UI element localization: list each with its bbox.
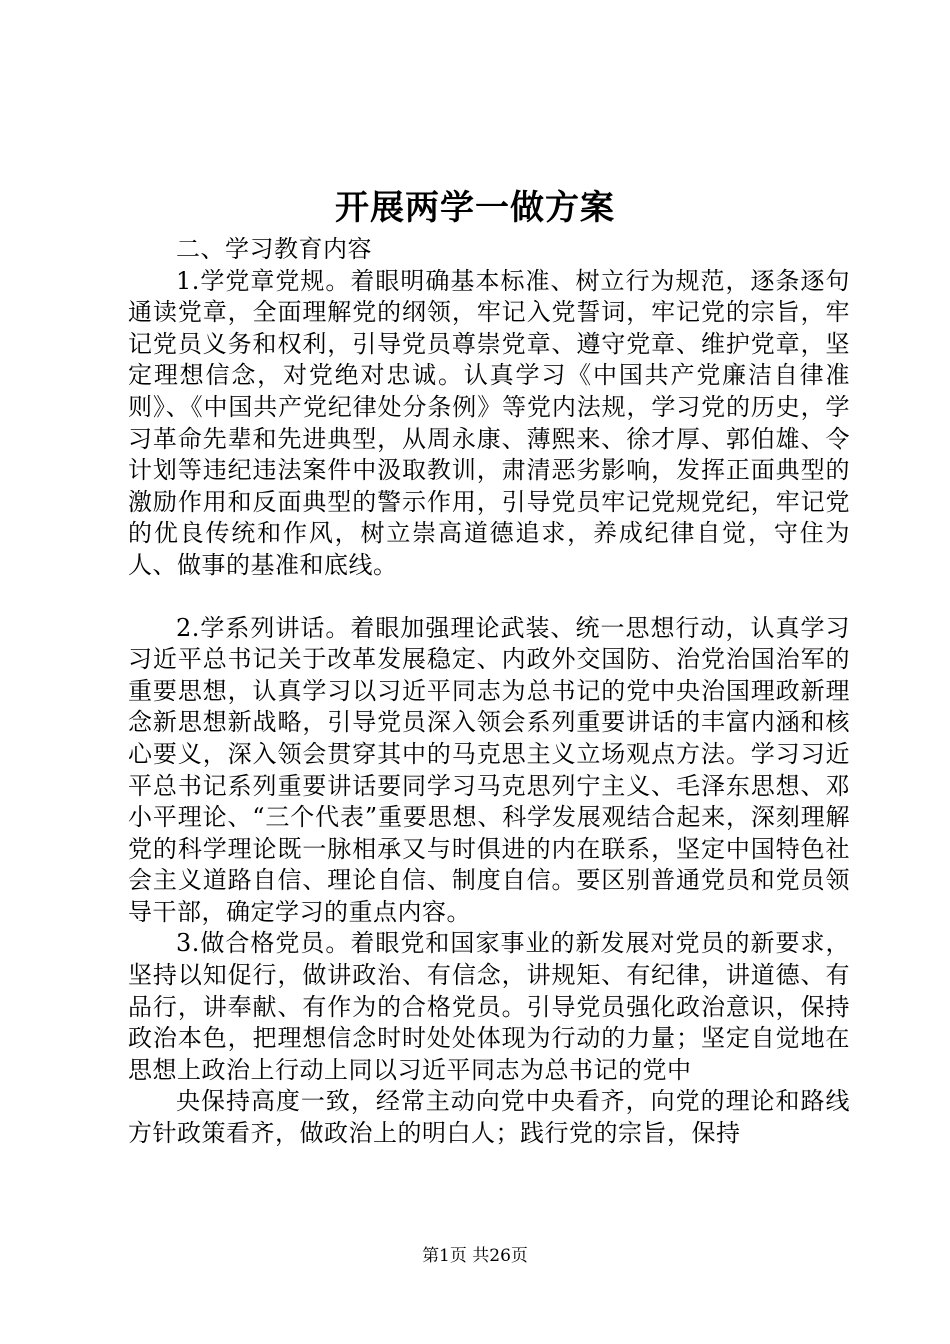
paragraph-study-party-constitution: 1.学党章党规。着眼明确基本标准、树立行为规范，逐条逐句通读党章，全面理解党的纲领，牢记入党誓词，牢记党的宗旨，牢记党员义务和权利，引导党员尊崇党章、遵守党章、维护党章，坚定理想信念，对党绝对忠诚。认真学习《中国共产党廉洁自律准则》、《中国共产党纪律处分条例》等党内法规，学习党的历史，学习革命先辈和先进典型，从周永康、薄熙来、徐才厚、郭伯雄、令计划等违纪违法案件中汲取教训，肃清恶劣影响，发挥正面典型的激励作用和反面典型的警示作用，引导党员牢记党规党纪，牢记党的优良传统和作风，树立崇高道德追求，养成纪律自觉，守住为人、做事的基准和底线。 [128,266,850,579]
paragraph-study-speeches: 2.学系列讲话。着眼加强理论武装、统一思想行动，认真学习习近平总书记关于改革发展稳定、内政外交国防、治党治国治军的重要思想，认真学习以习近平同志为总书记的党中央治国理政新理念新思想新战略，引导党员深入领会系列重要讲话的丰富内涵和核心要义，深入领会贯穿其中的马克思主义立场观点方法。学习习近平总书记系列重要讲话要同学习马克思列宁主义、毛泽东思想、邓小平理论、“三个代表”重要思想、科学发展观结合起来，深刻理解党的科学理论既一脉相承又与时俱进的内在联系，坚定中国特色社会主义道路自信、理论自信、制度自信。要区别普通党员和党员领导干部，确定学习的重点内容。 [128,613,850,926]
document-body [128,234,850,1150]
paragraph-continuation: 央保持高度一致，经常主动向党中央看齐，向党的理论和路线方针政策看齐，做政治上的明白人；践行党的宗旨，保持 [128,1087,850,1148]
document-title: 开展两学一做方案 [335,188,615,228]
paragraph-qualified-member: 3.做合格党员。着眼党和国家事业的新发展对党员的新要求，坚持以知促行，做讲政治、有信念，讲规矩、有纪律，讲道德、有品行，讲奉献、有作为的合格党员。引导党员强化政治意识，保持政治本色，把理想信念时时处处体现为行动的力量；坚定自觉地在思想上政治上行动上同以习近平同志为总书记的党中 [128,929,850,1084]
page-indicator: 第1页 共26页 [422,1246,528,1266]
section-heading: 二、学习教育内容 [176,235,372,263]
